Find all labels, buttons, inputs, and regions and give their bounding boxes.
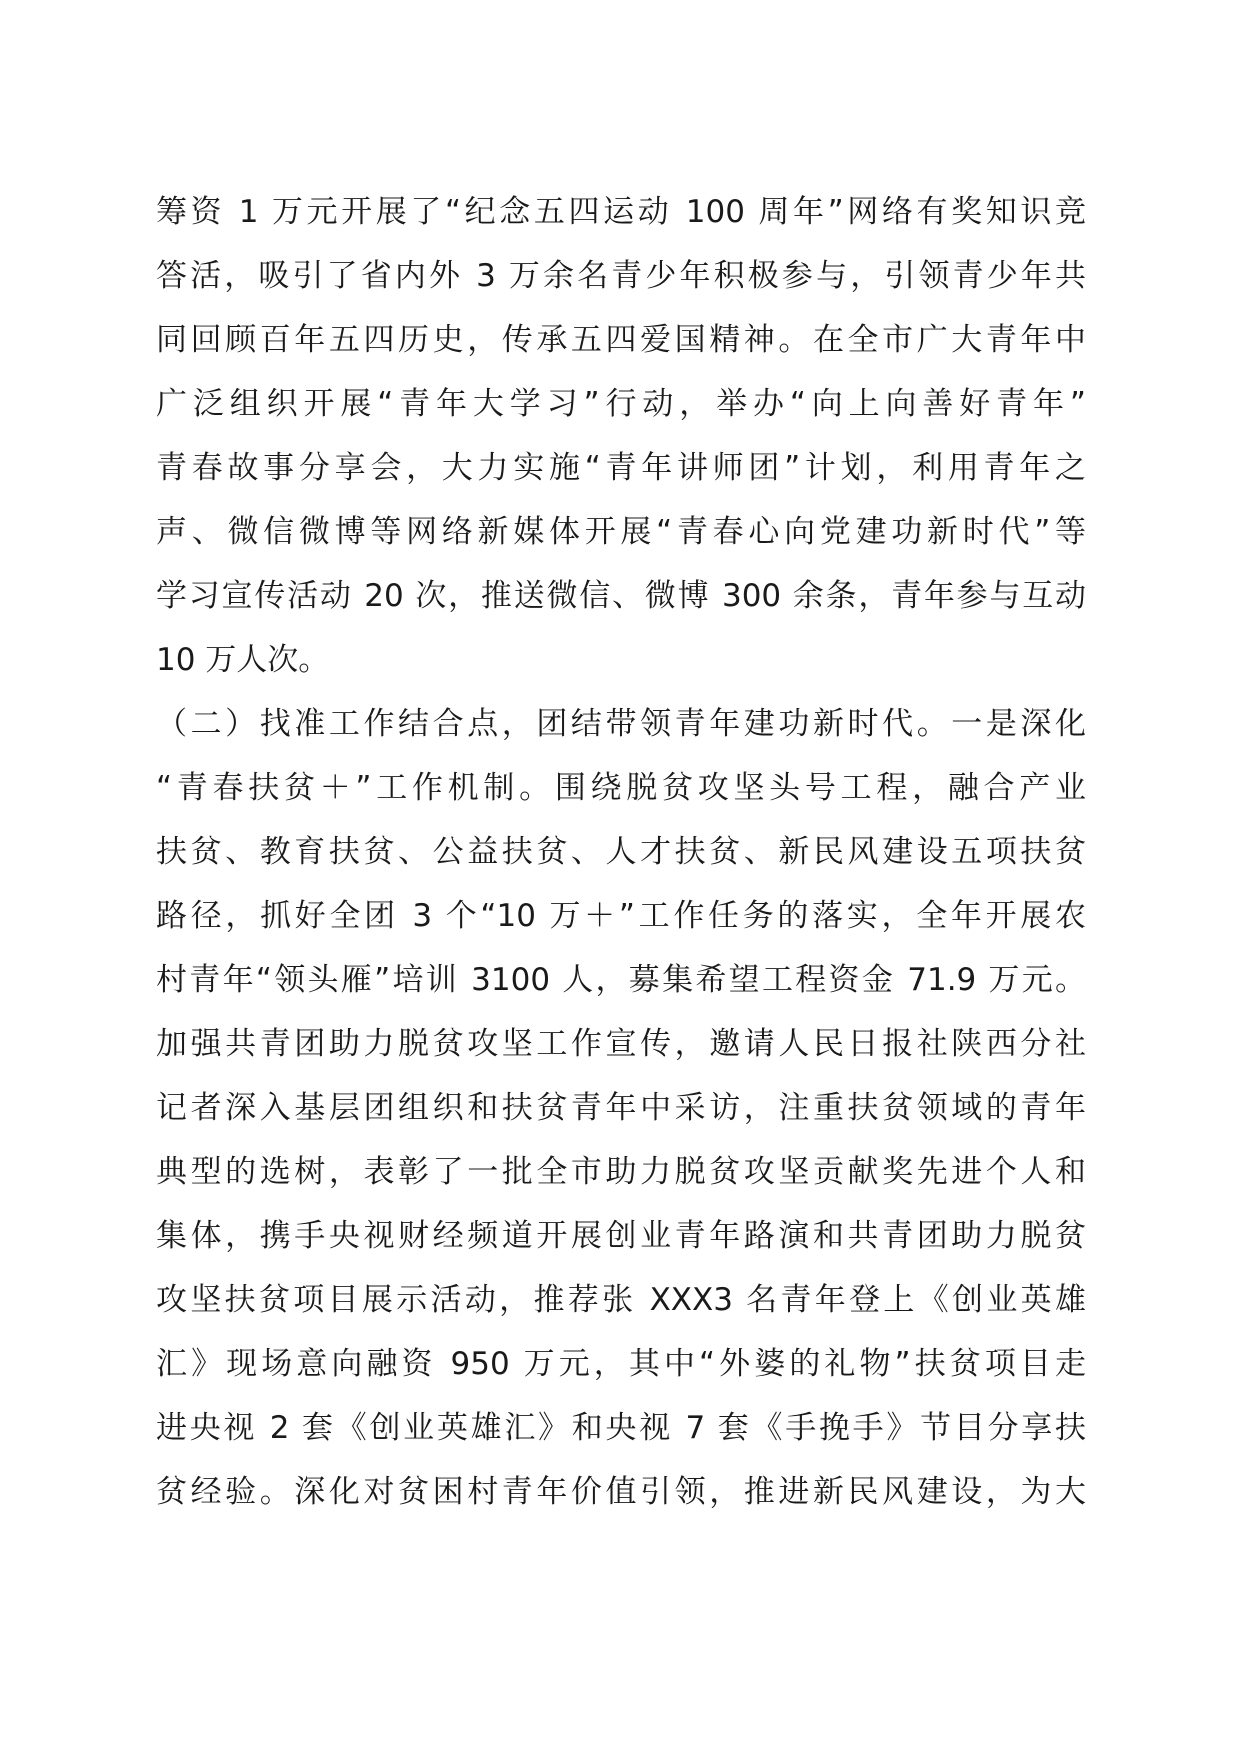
text-line: 声、微信微博等网络新媒体开展“青春心向党建功新时代”等 bbox=[156, 514, 1086, 550]
text-line: 汇》现场意向融资 950 万元，其中“外婆的礼物”扶贫项目走 bbox=[156, 1346, 1086, 1382]
text-line: 进央视 2 套《创业英雄汇》和央视 7 套《手挽手》节目分享扶 bbox=[156, 1410, 1086, 1446]
text-line: 路径，抓好全团 3 个“10 万＋”工作任务的落实，全年开展农 bbox=[156, 898, 1086, 934]
text-line: “青春扶贫＋”工作机制。围绕脱贫攻坚头号工程，融合产业 bbox=[156, 770, 1086, 806]
text-line: 筹资 1 万元开展了“纪念五四运动 100 周年”网络有奖知识竞 bbox=[156, 194, 1086, 230]
text-line: 扶贫、教育扶贫、公益扶贫、人才扶贫、新民风建设五项扶贫 bbox=[156, 834, 1086, 870]
text-line: 青春故事分享会，大力实施“青年讲师团”计划，利用青年之 bbox=[156, 450, 1086, 486]
text-line: 集体，携手央视财经频道开展创业青年路演和共青团助力脱贫 bbox=[156, 1218, 1086, 1254]
text-line: 村青年“领头雁”培训 3100 人，募集希望工程资金 71.9 万元。 bbox=[156, 962, 1086, 998]
text-line: 同回顾百年五四历史，传承五四爱国精神。在全市广大青年中 bbox=[156, 322, 1086, 358]
text-line: 记者深入基层团组织和扶贫青年中采访，注重扶贫领域的青年 bbox=[156, 1090, 1086, 1126]
text-line: 典型的选树，表彰了一批全市助力脱贫攻坚贡献奖先进个人和 bbox=[156, 1154, 1086, 1190]
text-line: 10 万人次。 bbox=[156, 642, 330, 678]
text-line: 攻坚扶贫项目展示活动，推荐张 XXX3 名青年登上《创业英雄 bbox=[156, 1282, 1086, 1318]
text-line: 广泛组织开展“青年大学习”行动，举办“向上向善好青年” bbox=[156, 386, 1086, 422]
body-text bbox=[156, 180, 1086, 1524]
text-line: 答活，吸引了省内外 3 万余名青少年积极参与，引领青少年共 bbox=[156, 258, 1086, 294]
text-line: 学习宣传活动 20 次，推送微信、微博 300 余条，青年参与互动 bbox=[156, 578, 1086, 614]
section-heading-line: （二）找准工作结合点，团结带领青年建功新时代。一是深化 bbox=[156, 706, 1086, 742]
text-line: 贫经验。深化对贫困村青年价值引领，推进新民风建设，为大 bbox=[156, 1474, 1086, 1510]
text-line: 加强共青团助力脱贫攻坚工作宣传，邀请人民日报社陕西分社 bbox=[156, 1026, 1086, 1062]
